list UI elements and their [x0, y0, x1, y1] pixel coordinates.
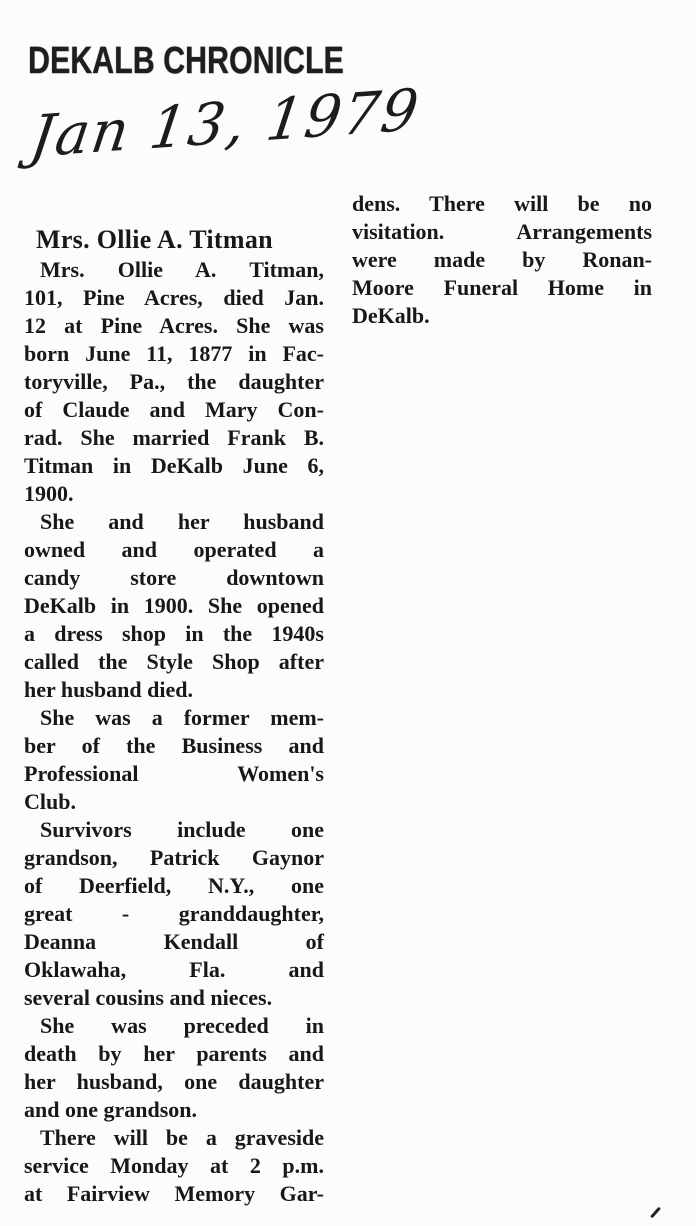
newspaper-name-stamp: DEKALB CHRONICLE	[28, 40, 344, 82]
body-line: of Deerfield, N.Y., one	[24, 873, 324, 898]
body-line: called the Style Shop after	[24, 649, 324, 674]
body-line: a dress shop in the 1940s	[24, 621, 324, 646]
body-line: at Fairview Memory Gar-	[24, 1181, 324, 1206]
body-line: She and her husband	[40, 509, 324, 534]
obituary-body-left	[24, 256, 324, 1208]
body-line: Deanna Kendall of	[24, 929, 324, 954]
body-line: toryville, Pa., the daughter	[24, 369, 324, 394]
body-line: Professional Women's	[24, 761, 324, 786]
body-line: 101, Pine Acres, died Jan.	[24, 285, 324, 310]
body-line: Moore Funeral Home in	[352, 275, 652, 300]
body-line: were made by Ronan-	[352, 247, 652, 272]
body-line: Survivors include one	[40, 817, 324, 842]
body-line: great - granddaughter,	[24, 901, 324, 926]
obituary-body-right	[352, 190, 652, 330]
body-line: Mrs. Ollie A. Titman,	[40, 257, 324, 282]
body-line: ber of the Business and	[24, 733, 324, 758]
body-line: grandson, Patrick Gaynor	[24, 845, 324, 870]
body-line: and one grandson.	[24, 1097, 198, 1122]
body-line: She was preceded in	[40, 1013, 324, 1038]
body-line: service Monday at 2 p.m.	[24, 1153, 324, 1178]
body-line: owned and operated a	[24, 537, 324, 562]
body-line: DeKalb.	[352, 303, 430, 328]
body-line: dens. There will be no	[352, 191, 652, 216]
body-line: visitation. Arrangements	[352, 219, 652, 244]
article-right-column	[352, 190, 652, 330]
scan-mark	[650, 1207, 661, 1219]
handwritten-date: Jan 13, 1979	[26, 76, 425, 171]
article-left-column	[24, 224, 324, 1208]
body-line: Titman in DeKalb June 6,	[24, 453, 324, 478]
body-line: Club.	[24, 789, 76, 814]
body-line: death by her parents and	[24, 1041, 324, 1066]
body-line: candy store downtown	[24, 565, 324, 590]
body-line: her husband, one daughter	[24, 1069, 324, 1094]
body-line: She was a former mem-	[40, 705, 324, 730]
body-line: of Claude and Mary Con-	[24, 397, 324, 422]
body-line: DeKalb in 1900. She opened	[24, 593, 324, 618]
body-line: several cousins and nieces.	[24, 985, 273, 1010]
body-line: There will be a graveside	[40, 1125, 324, 1150]
body-line: Oklawaha, Fla. and	[24, 957, 324, 982]
body-line: born June 11, 1877 in Fac-	[24, 341, 324, 366]
obituary-headline: Mrs. Ollie A. Titman	[36, 225, 273, 254]
body-line: 12 at Pine Acres. She was	[24, 313, 324, 338]
body-line: rad. She married Frank B.	[24, 425, 324, 450]
body-line: 1900.	[24, 481, 74, 506]
body-line: her husband died.	[24, 677, 193, 702]
